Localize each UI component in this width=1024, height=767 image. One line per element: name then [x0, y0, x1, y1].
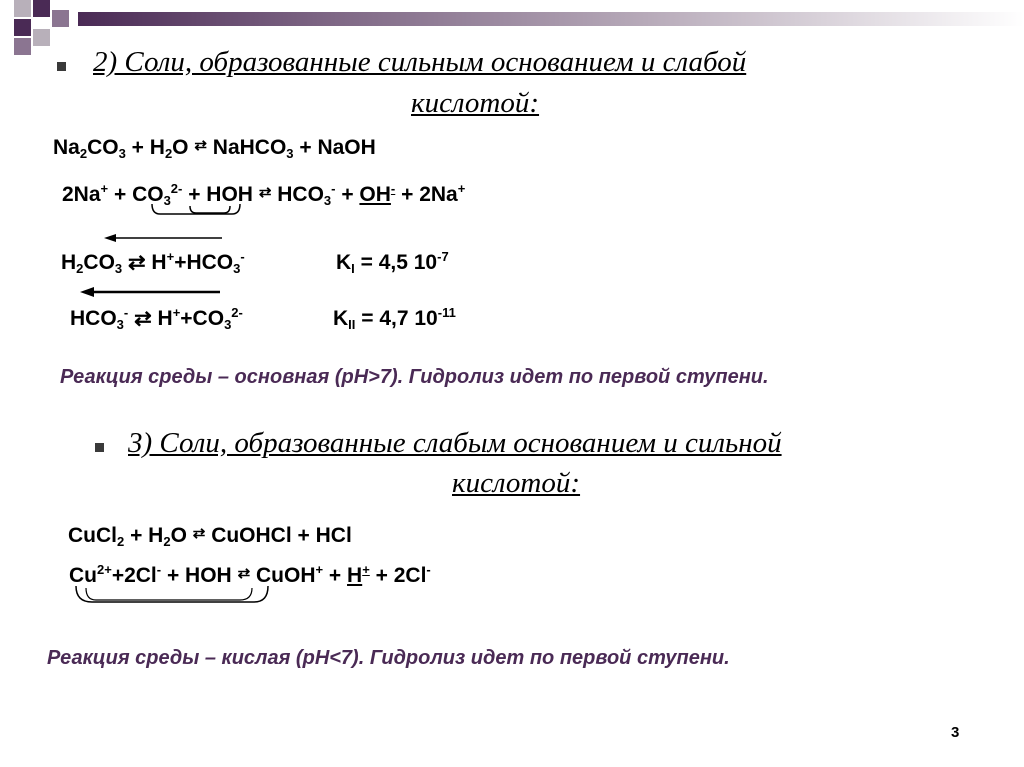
page-number: 3 — [951, 724, 960, 741]
equation-ionic-na2co3: $2Na^+ + CO_3^{2-}$ + HOH ⇄ $HCO_3^- + OH^- + 2Na^+$ — [62, 181, 466, 208]
section3-conclusion: Реакция среды – кислая (рН<7). Гидролиз идет по первой ступени. — [47, 647, 730, 669]
section2-conclusion: Реакция среды – основная (рН>7). Гидролиз идет по первой ступени. — [60, 366, 769, 388]
section3-heading-line1: 3) Соли, образованные слабым основанием и сильной — [128, 427, 782, 459]
arrow-head-2 — [80, 287, 94, 297]
section3-heading-line2: кислотой: — [452, 467, 581, 499]
section2-heading-line1: 2) Соли, образованные сильным основанием и слабой — [93, 46, 747, 78]
equation-h2co3-dissociation: $H_2CO_3$ ⇄ $H^++HCO_3^-$ — [61, 249, 245, 276]
bracket-cu-oh-inner — [86, 588, 252, 600]
constant-k1: $K_I = 4,5$ $10^{-7}$ — [336, 249, 449, 276]
section2-heading-line2: кислотой: — [411, 87, 540, 119]
equation-molecular-cucl2: CuCl$_2$ + $H_2O$ ⇄ CuOHCl + HCl — [68, 524, 352, 549]
bracket-co3-h-inner — [190, 206, 230, 213]
constant-k2: $K_{II} = 4,7$ $10^{-11}$ — [333, 305, 456, 332]
equation-molecular-na2co3: $Na_2CO_3 + H_2O$ ⇄ NaHCO$_3$ + NaOH — [53, 136, 376, 161]
arrow-head-1 — [104, 234, 116, 242]
equation-ionic-cucl2: $Cu^{2+}+2Cl^-$ + HOH ⇄ CuOH+ + H+ + 2Cl- — [69, 562, 431, 587]
equation-hco3-dissociation: $HCO_3^-$ ⇄ $H^++CO_3^{2-}$ — [70, 305, 243, 332]
